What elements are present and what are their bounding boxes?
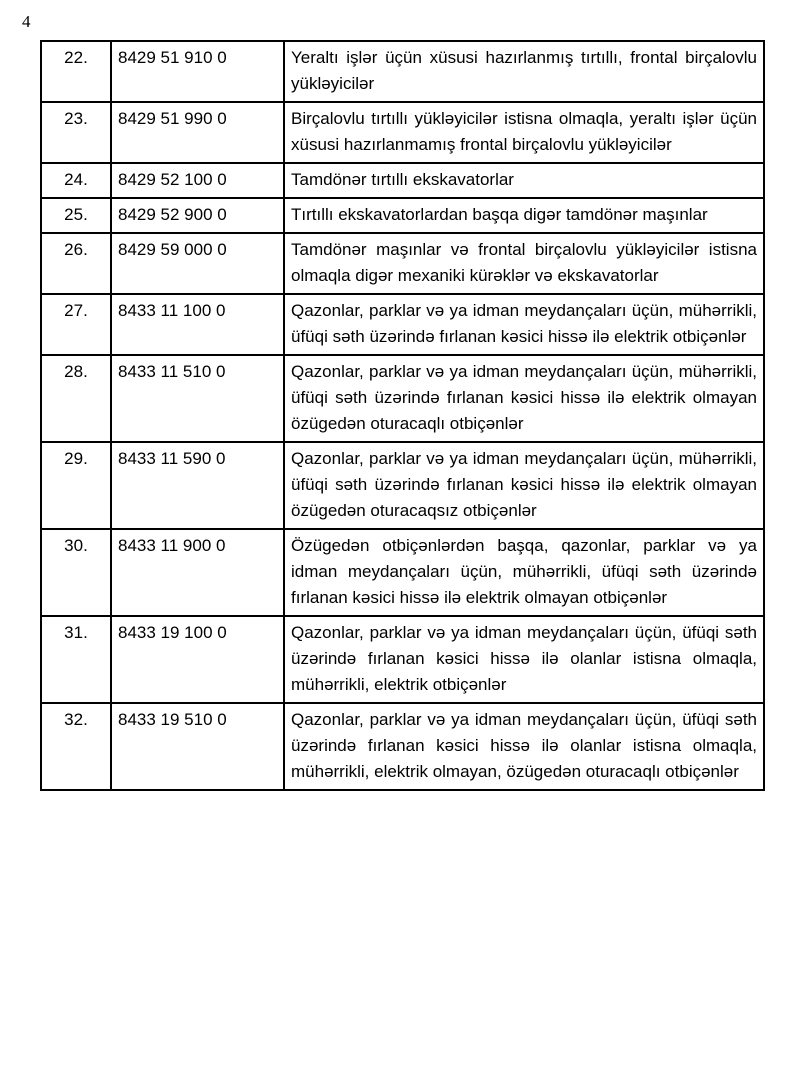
row-number-cell: 30. xyxy=(41,529,111,616)
row-number-cell: 31. xyxy=(41,616,111,703)
codes-table xyxy=(40,40,765,791)
description-cell: Qazonlar, parklar və ya idman meydançaları üçün, üfüqi səth üzərində fırlanan kəsici hissə ilə olanlar istisna olmaqla, mühərrikli, elektrik otbiçənlər xyxy=(284,616,764,703)
description-cell: Birçalovlu tırtıllı yükləyicilər istisna olmaqla, yeraltı işlər üçün xüsusi hazırlanmamış frontal birçalovlu yükləyicilər xyxy=(284,102,764,163)
row-number-cell: 32. xyxy=(41,703,111,790)
row-number-cell: 27. xyxy=(41,294,111,355)
table-row xyxy=(41,442,764,529)
code-cell: 8433 11 510 0 xyxy=(111,355,284,442)
description-cell: Qazonlar, parklar və ya idman meydançaları üçün, mühərrikli, üfüqi səth üzərində fırlanan kəsici hissə ilə elektrik otbiçənlər xyxy=(284,294,764,355)
description-cell: Qazonlar, parklar və ya idman meydançaları üçün, mühərrikli, üfüqi səth üzərində fırlanan kəsici hissə ilə elektrik olmayan özügedən oturacaqsız otbiçənlər xyxy=(284,442,764,529)
row-number-cell: 28. xyxy=(41,355,111,442)
table-row xyxy=(41,233,764,294)
table-row xyxy=(41,198,764,233)
code-cell: 8433 19 510 0 xyxy=(111,703,284,790)
row-number-cell: 23. xyxy=(41,102,111,163)
row-number-cell: 26. xyxy=(41,233,111,294)
code-cell: 8429 51 990 0 xyxy=(111,102,284,163)
row-number-cell: 25. xyxy=(41,198,111,233)
code-cell: 8429 51 910 0 xyxy=(111,41,284,102)
code-cell: 8429 52 900 0 xyxy=(111,198,284,233)
codes-table-body xyxy=(41,41,764,790)
description-cell: Özügedən otbiçənlərdən başqa, qazonlar, parklar və ya idman meydançaları üçün, mühərrikli, üfüqi səth üzərində fırlanan kəsici hissə ilə elektrik olmayan otbiçənlər xyxy=(284,529,764,616)
row-number-cell: 22. xyxy=(41,41,111,102)
table-row xyxy=(41,703,764,790)
description-cell: Yeraltı işlər üçün xüsusi hazırlanmış tırtıllı, frontal birçalovlu yükləyicilər xyxy=(284,41,764,102)
code-cell: 8433 11 100 0 xyxy=(111,294,284,355)
table-row xyxy=(41,529,764,616)
row-number-cell: 29. xyxy=(41,442,111,529)
table-row xyxy=(41,102,764,163)
page-number: 4 xyxy=(22,12,31,31)
row-number-cell: 24. xyxy=(41,163,111,198)
description-cell: Tamdönər tırtıllı ekskavatorlar xyxy=(284,163,764,198)
code-cell: 8433 19 100 0 xyxy=(111,616,284,703)
code-cell: 8433 11 900 0 xyxy=(111,529,284,616)
description-cell: Tamdönər maşınlar və frontal birçalovlu yükləyicilər istisna olmaqla digər mexaniki kürəklər və ekskavatorlar xyxy=(284,233,764,294)
code-cell: 8429 59 000 0 xyxy=(111,233,284,294)
table-row xyxy=(41,163,764,198)
table-row xyxy=(41,355,764,442)
table-row xyxy=(41,294,764,355)
code-cell: 8429 52 100 0 xyxy=(111,163,284,198)
description-cell: Qazonlar, parklar və ya idman meydançaları üçün, mühərrikli, üfüqi səth üzərində fırlanan kəsici hissə ilə elektrik olmayan özügedən oturacaqlı otbiçənlər xyxy=(284,355,764,442)
table-row xyxy=(41,41,764,102)
description-cell: Qazonlar, parklar və ya idman meydançaları üçün, üfüqi səth üzərində fırlanan kəsici hissə ilə olanlar istisna olmaqla, mühərrikli, elektrik olmayan, özügedən oturacaqlı otbiçənlər xyxy=(284,703,764,790)
table-row xyxy=(41,616,764,703)
description-cell: Tırtıllı ekskavatorlardan başqa digər tamdönər maşınlar xyxy=(284,198,764,233)
code-cell: 8433 11 590 0 xyxy=(111,442,284,529)
